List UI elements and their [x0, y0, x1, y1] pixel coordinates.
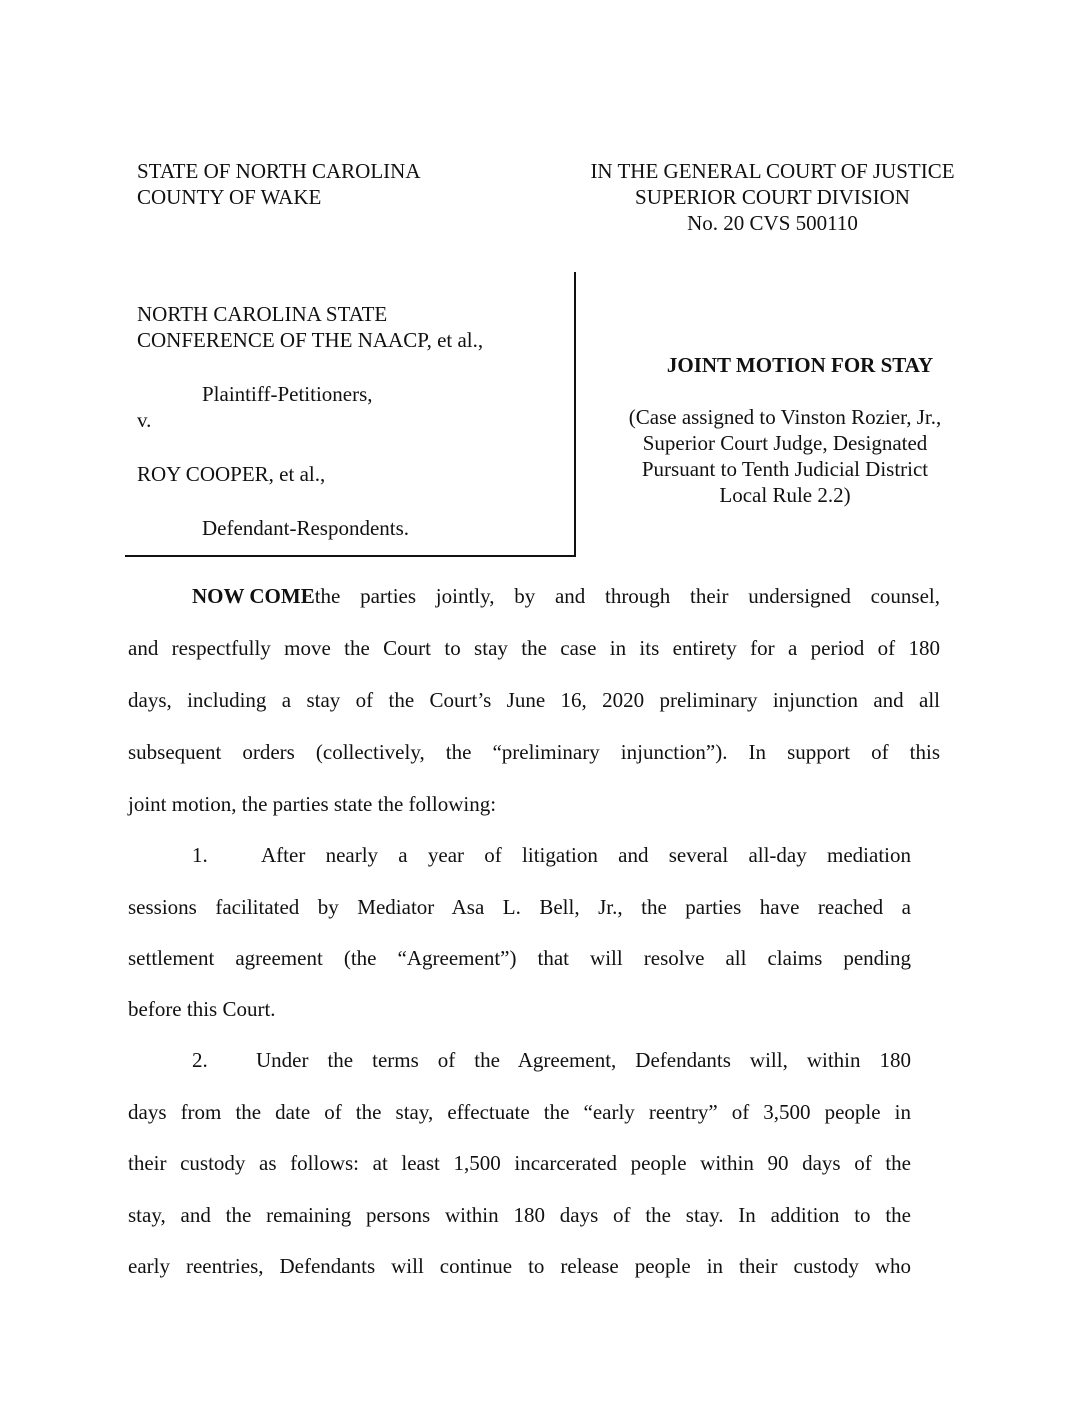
assignment-line: Superior Court Judge, Designated	[642, 431, 928, 455]
versus: v.	[137, 408, 152, 432]
plaintiff-name-cont: CONFERENCE OF THE NAACP, et al.,	[137, 328, 484, 352]
case-assignment	[580, 404, 990, 508]
paragraph-number: 2.	[192, 1048, 208, 1072]
intro-text: the parties jointly, by and through their undersigned counsel,	[314, 584, 940, 608]
state-line: STATE OF NORTH CAROLINA	[137, 159, 421, 183]
motion-title: JOINT MOTION FOR STAY	[666, 353, 934, 377]
division-line: SUPERIOR COURT DIVISION	[635, 185, 910, 209]
intro-line: days, including a stay of the Court’s June 16, 2020 preliminary injunction and all	[128, 688, 940, 712]
paragraph-line: days from the date of the stay, effectuate the “early reentry” of 3,500 people in	[128, 1100, 911, 1124]
intro-line: joint motion, the parties state the following:	[128, 792, 497, 816]
court-line: IN THE GENERAL COURT OF JUSTICE	[590, 159, 955, 183]
plaintiff-role: Plaintiff-Petitioners,	[202, 382, 373, 406]
defendant-name: ROY COOPER, et al.,	[137, 462, 326, 486]
assignment-line: Local Rule 2.2)	[719, 483, 851, 507]
paragraph-line: their custody as follows: at least 1,500 incarcerated people within 90 days of the	[128, 1151, 911, 1175]
paragraph-line: settlement agreement (the “Agreement”) that will resolve all claims pending	[128, 946, 911, 970]
paragraph-line: early reentries, Defendants will continue to release people in their custody who	[128, 1254, 911, 1278]
intro-lead: NOW COME	[192, 584, 315, 608]
county-line: COUNTY OF WAKE	[137, 185, 322, 209]
court-header-right	[560, 158, 985, 236]
paragraph-line: stay, and the remaining persons within 180 days of the stay. In addition to the	[128, 1203, 911, 1227]
intro-line: subsequent orders (collectively, the “preliminary injunction”). In support of this	[128, 740, 940, 764]
intro-first-line	[192, 584, 940, 609]
paragraph-line: before this Court.	[128, 997, 276, 1021]
intro-line: and respectfully move the Court to stay the case in its entirety for a period of 180	[128, 636, 940, 660]
case-caption	[137, 301, 567, 541]
assignment-line: Pursuant to Tenth Judicial District	[641, 457, 929, 481]
caption-horizontal-rule	[125, 555, 576, 557]
paragraph-line: Under the terms of the Agreement, Defendants will, within 180	[256, 1048, 911, 1072]
assignment-line: (Case assigned to Vinston Rozier, Jr.,	[628, 405, 942, 429]
paragraph-line: sessions facilitated by Mediator Asa L. Bell, Jr., the parties have reached a	[128, 895, 911, 919]
defendant-role: Defendant-Respondents.	[202, 516, 410, 540]
paragraph-number: 1.	[192, 843, 208, 867]
caption-vertical-rule	[574, 272, 576, 556]
paragraph-line: After nearly a year of litigation and several all-day mediation	[261, 843, 911, 867]
court-header-left	[137, 158, 420, 210]
plaintiff-name: NORTH CAROLINA STATE	[137, 302, 388, 326]
case-number: No. 20 CVS 500110	[687, 211, 858, 235]
